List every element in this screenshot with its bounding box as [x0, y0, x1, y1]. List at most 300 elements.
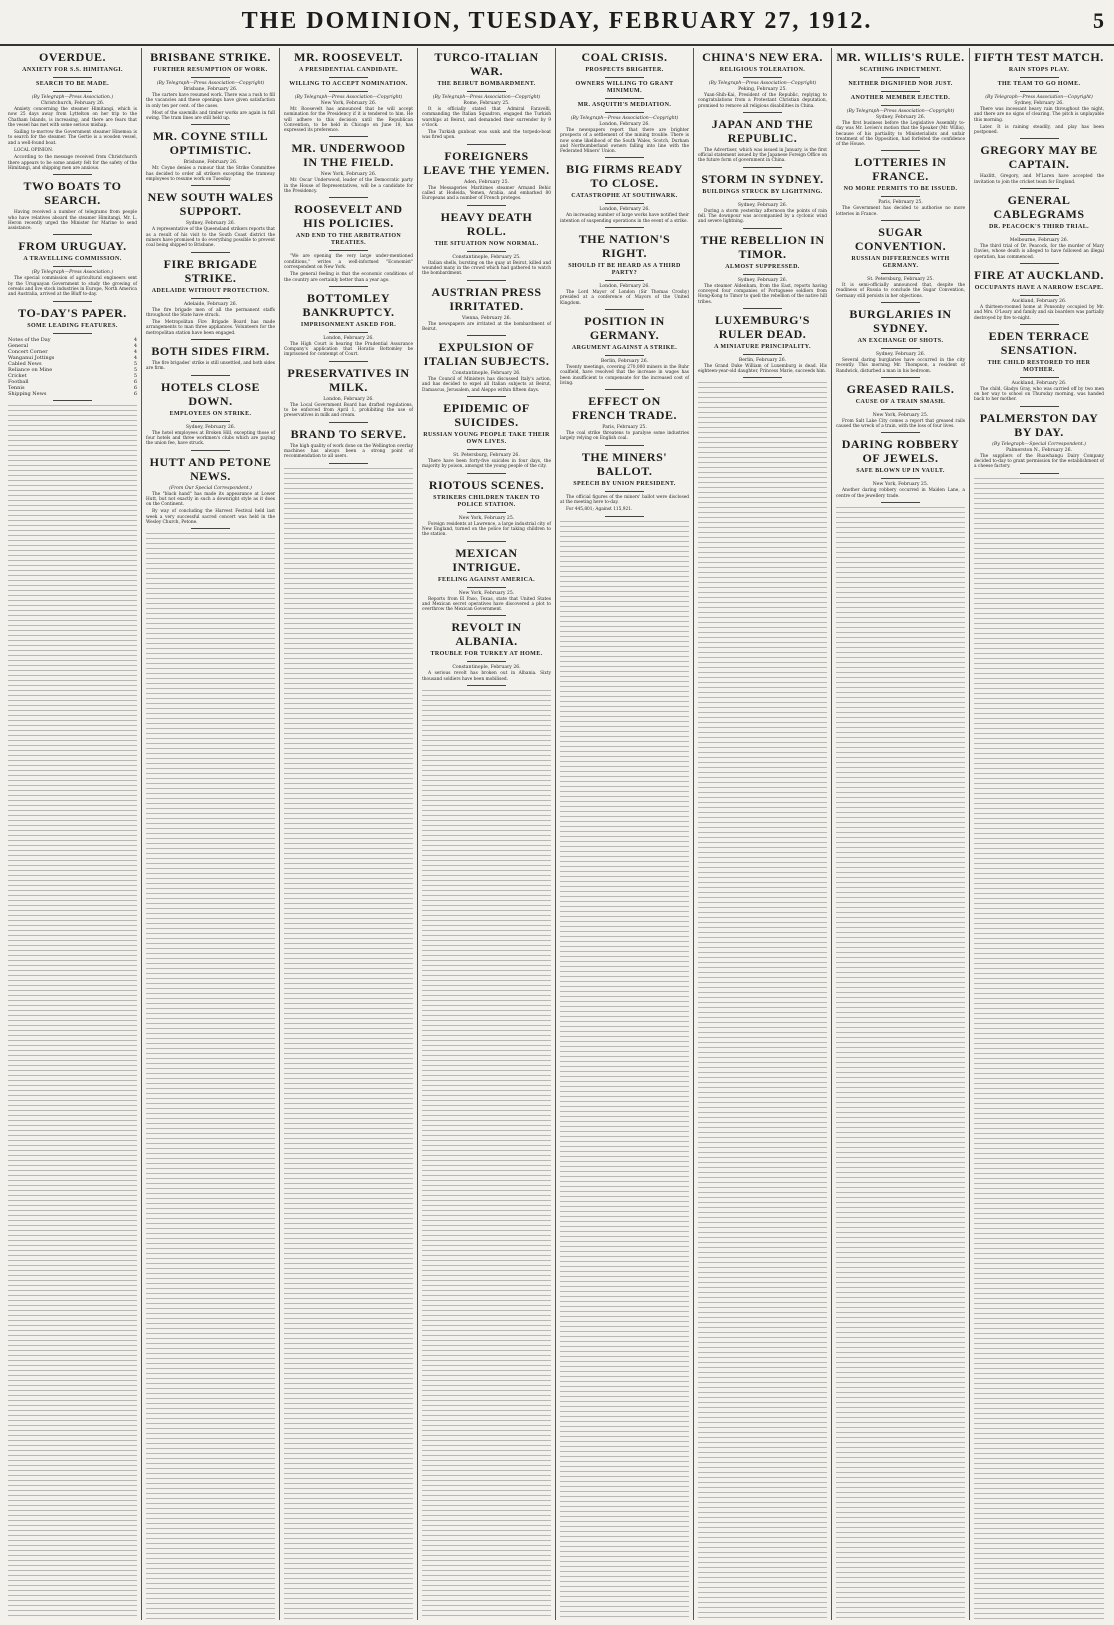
article-dateline: Sydney, February 26. [185, 221, 236, 227]
article-headline: FIFTH TEST MATCH. [974, 50, 1104, 64]
article-end-rule [467, 205, 506, 206]
divider-rule [743, 199, 782, 200]
divider-rule [881, 105, 920, 106]
divider-rule [881, 348, 920, 349]
article-dateline: New York, February 25. [872, 482, 929, 488]
masthead [0, 0, 1114, 46]
article-paragraph: The Lord Mayor of London (Sir Thomas Crosby) presided at a conference of Mayors of the United Kingdom. [560, 290, 689, 306]
article-dateline: Brisbane, February 26. [183, 87, 238, 92]
article-end-rule [743, 167, 782, 168]
article [698, 172, 827, 229]
article-body [836, 358, 965, 374]
article-dateline: Paris, February 25. [602, 425, 647, 431]
article-paragraph: There have been forty-five suicides in four days, the majority by poison, amongst the young people of the city. [422, 459, 551, 470]
article-paragraph: The Metropolitan Fire Brigade Board has made arrangements to man three appliances. Volunteers for the metropolitan station have been engaged. [146, 320, 275, 336]
article-end-rule [191, 339, 230, 340]
article-paragraph: The High Court is hearing the Prudential Assurance Company's application that Horatio Bottomley be imprisoned for contempt of Court. [284, 341, 413, 358]
article-end-rule [191, 528, 230, 529]
article-dateline: New York, February 25. [458, 590, 515, 596]
article-end-rule [191, 375, 230, 376]
article-body [560, 213, 689, 224]
article-subhead: WILLING TO ACCEPT NOMINATION. [289, 81, 408, 87]
article-headline: FOREIGNERS LEAVE THE YEMEN. [423, 148, 550, 177]
article-body [422, 186, 551, 202]
article-body [146, 361, 275, 372]
divider-rule [605, 112, 644, 113]
divider-rule [881, 77, 920, 78]
article-headline: FIRE AT AUCKLAND. [974, 267, 1104, 282]
article [974, 193, 1104, 264]
article-dateline: Auckland, February 26. [1011, 298, 1067, 304]
article-end-rule [53, 234, 92, 235]
article-credit: (From Our Special Correspondent.) [169, 485, 252, 491]
article [422, 285, 551, 337]
article-body [974, 454, 1104, 470]
article [146, 380, 275, 451]
article-body [146, 431, 275, 447]
article-body [836, 206, 965, 217]
divider-rule [467, 587, 506, 588]
article [974, 329, 1104, 407]
article [146, 190, 275, 252]
article-subhead: SEARCH TO BE MADE. [36, 81, 109, 87]
article-body [8, 276, 137, 297]
article-subhead: CATASTROPHE AT SOUTHWARK. [571, 193, 678, 200]
article-body [836, 419, 965, 430]
article-end-rule [743, 308, 782, 309]
article-paragraph: The third trial of Dr. Peacock, for the murder of Mary Davies, whose death is alleged to have followed an illegal operation, has commenced. [974, 244, 1104, 260]
contents-label: Cabled News [8, 360, 42, 367]
article-paragraph: "We are opening the very large under-mentioned conditions," writes a well-informed "Economist" correspondent on New York. [284, 254, 413, 270]
article-paragraph: Foreign residents at Lawrence, a large industrial city of New England, turned on the police for taking children to the station. [422, 521, 551, 538]
article-headline: LOTTERIES IN FRANCE. [854, 155, 947, 184]
article-subhead: THE TEAM TO GO HOME. [997, 81, 1081, 87]
article-headline: HEAVY DEATH ROLL. [440, 209, 533, 238]
article-subhead: IMPRISONMENT ASKED FOR. [300, 321, 397, 328]
article-end-rule [467, 335, 506, 336]
article-body [284, 107, 413, 133]
article-body [284, 444, 413, 460]
article-paragraph: An increasing number of large works have notified their intention of suspending operations in the event of a strike. [560, 213, 689, 224]
article-body [836, 121, 965, 147]
article-paragraph: During a storm yesterday afternoon the points of rain fell. The downpour was accompanied by a cyclonic wind and severe lightning. [698, 208, 827, 225]
article-credit: (By Telegraph—Special Correspondent.) [992, 441, 1086, 447]
article [836, 155, 965, 221]
column-text-texture [974, 478, 1104, 1620]
contents-page: 6 [133, 390, 137, 397]
contents-page: 4 [133, 348, 137, 355]
article-headline: EPIDEMIC OF SUICIDES. [443, 401, 530, 430]
article [698, 233, 827, 309]
contents-label: Tennis [8, 384, 25, 391]
divider-rule [605, 491, 644, 492]
divider-rule [1020, 295, 1059, 296]
divider-rule [881, 409, 920, 410]
article-end-rule [881, 220, 920, 221]
article-headline: MR. WILLIS'S RULE. [836, 50, 965, 64]
article-subhead: SOME LEADING FEATURES. [27, 322, 118, 329]
article [974, 411, 1104, 474]
article-paragraph: Having received a number of telegrams from people who have relatives aboard the steamer Himitangi, Mr. L. Heron recently urged the Minister for Marine to send assistance. [8, 210, 137, 232]
article [560, 450, 689, 517]
article-paragraph: The suppliers of the Ruawhangu Dairy Company decided to-day to grant permission for the establishment of a cheese factory. [974, 453, 1104, 470]
article-body [698, 364, 827, 375]
article-dateline: Berlin, February 26. [738, 357, 787, 363]
article-headline: LUXEMBURG'S RULER DEAD. [715, 312, 810, 341]
article-end-rule [605, 227, 644, 228]
article-headline: NEW SOUTH WALES SUPPORT. [147, 190, 274, 219]
article-dateline: Berlin, February 26. [600, 358, 649, 364]
article-dateline: London, February 26. [599, 207, 650, 213]
article-dateline: Constantinople, February 26. [452, 371, 521, 377]
article [836, 382, 965, 434]
article-paragraph: The first business before the Legislative Assembly to-day was Mr. Levien's motion that the Speaker (Mr. Willis), because of his partiality to Ministerialists and unfair treatment of the Opposition, had forfeited the confidence of the House. [836, 121, 965, 148]
article-headline: BIG FIRMS READY TO CLOSE. [566, 162, 683, 191]
article-paragraph: The newspapers report that there are brighter prospects of a settlement of the mining trouble. There is now some likelihood of the South Wales, Scotch, Durham and Northumberland owners falling into line with the Federated Miners' Union. [560, 128, 689, 155]
article [422, 340, 551, 397]
article-credit: (By Telegraph—Press Association—Copyright) [708, 81, 817, 86]
article-credit: (By Telegraph—Press Association—Copyright) [432, 95, 541, 100]
article-subhead: RUSSIAN YOUNG PEOPLE TAKE THEIR OWN LIVES. [423, 432, 550, 446]
article-dateline: Sydney, February 26. [875, 351, 926, 357]
contents-label: Football [8, 378, 29, 385]
article-end-rule [605, 445, 644, 446]
contents-page: 5 [133, 360, 137, 367]
article-body [284, 403, 413, 419]
article-end-rule [467, 473, 506, 474]
article-paragraph: The Turkish gunboat was sunk and the torpedo-boat was fired upon. [422, 130, 551, 141]
article-headline: FROM URUGUAY. [18, 239, 127, 254]
divider-rule [605, 98, 644, 99]
divider-rule [191, 77, 230, 78]
article-dateline: Sydney, February 26. [737, 202, 788, 208]
contents-label: Notes of the Day [8, 336, 51, 343]
article-end-rule [53, 301, 92, 302]
divider-rule [881, 196, 920, 197]
contents-label: Reliance on Mine [8, 366, 53, 373]
divider-rule [881, 91, 920, 92]
article-headline: BOTH SIDES FIRM. [151, 344, 270, 359]
article-headline: HUTT AND PETONE NEWS. [149, 454, 272, 483]
article-body [698, 148, 827, 164]
article-headline: TURCO-ITALIAN WAR. [434, 50, 539, 78]
article-end-rule [53, 400, 92, 401]
article-body [836, 283, 965, 299]
article-credit: (By Telegraph—Press Association.) [31, 95, 114, 100]
article [146, 344, 275, 376]
column-text-texture [560, 521, 689, 1620]
article [560, 162, 689, 228]
article-end-rule [329, 361, 368, 362]
article-body [8, 107, 137, 171]
divider-rule [53, 77, 92, 78]
article [422, 478, 551, 542]
article-paragraph: There was incessant heavy rain throughout the night, and there are no signs of clearing. The pitch is unplayable this morning. [974, 107, 1104, 123]
article-headline: CHINA'S NEW ERA. [702, 50, 823, 64]
article-paragraph: Mr. Oscar Underwood, leader of the Democratic party in the House of Representatives, will be a candidate for the Presidency. [284, 178, 413, 195]
contents-label: Wanganui Jottings [8, 354, 55, 361]
article [146, 129, 275, 186]
article-end-rule [467, 144, 506, 145]
article-body [560, 431, 689, 442]
column-text-texture [422, 690, 551, 1620]
article-headline: BRAND TO SERVE. [290, 426, 407, 441]
article-paragraph: The official figures of the miners' ballot were disclosed at the meeting here to-day. [560, 494, 689, 506]
article-dateline: Sydney, February 26. [185, 424, 236, 430]
article-headline: POSITION IN GERMANY. [584, 313, 665, 342]
article-subhead: ANOTHER MEMBER EJECTED. [850, 95, 951, 101]
article-headline: GREASED RAILS. [846, 381, 955, 396]
divider-rule [329, 250, 368, 251]
article-credit: (By Telegraph—Press Association—Copyright) [156, 81, 265, 86]
article [422, 546, 551, 617]
article [146, 455, 275, 530]
divider-rule [191, 421, 230, 422]
article-body [422, 522, 551, 538]
contents-page: 6 [133, 378, 137, 385]
column-text-texture [8, 405, 137, 1620]
article-headline: OVERDUE. [38, 50, 106, 64]
divider-rule [467, 91, 506, 92]
article-body [146, 166, 275, 182]
article-end-rule [329, 197, 368, 198]
contents-page: 5 [133, 366, 137, 373]
article-dateline: Vienna, February 26. [461, 315, 512, 321]
article [422, 50, 551, 145]
article [836, 225, 965, 303]
article-paragraph: By way of concluding the Harvest Festival held last week a very successful sacred concert was held in the Wesley Church, Petone. [146, 509, 275, 526]
article [698, 117, 827, 168]
article-credit: (By Telegraph—Press Association—Copyright) [294, 95, 403, 100]
article-end-rule [881, 150, 920, 151]
article-paragraph: For 445,801; Against 115,921. [566, 507, 633, 513]
article-paragraph: According to the message received from Christchurch there appears to be some anxiety felt for the safety of the Himitangi, and shipping men are anxious. [8, 155, 137, 171]
article [560, 314, 689, 390]
article-headline: BURGLARIES IN SYDNEY. [849, 306, 952, 335]
article-paragraph: LOCAL OPINION. [14, 148, 53, 154]
article-end-rule [467, 396, 506, 397]
article-body [284, 254, 413, 282]
article-paragraph: From Salt Lake City comes a report that greased rails caused the wreck of a train, with the loss of four lives. [836, 418, 965, 430]
article-headline: PALMERSTON DAY BY DAY. [979, 410, 1099, 439]
article-subhead: THE SITUATION NOW NORMAL. [434, 240, 539, 247]
article-body [422, 671, 551, 682]
article [8, 50, 137, 175]
article [974, 143, 1104, 189]
article-paragraph: Several daring burglaries have occurred in the city recently. This morning Mr. Thompson, a resident of Randwick, disturbed a man in his bedroom. [836, 357, 965, 374]
article-headline: TO-DAY'S PAPER. [18, 305, 127, 320]
article-headline: ROOSEVELT AND HIS POLICIES. [294, 202, 403, 231]
article-paragraph: The fire brigade men of all the permanent staffs throughout the State have struck. [146, 307, 275, 318]
article-paragraph: Twenty meetings, covering 270,000 miners in the Ruhr coalfield, have resolved that the increase in wages has been insufficient to compensate for the increased cost of living. [560, 364, 689, 386]
article-paragraph: A serious revolt has broken out in Albania. Sixty thousand soldiers have been mobilised. [422, 671, 551, 682]
article-end-rule [467, 615, 506, 616]
column-8 [970, 48, 1108, 1620]
article-end-rule [881, 432, 920, 433]
article-paragraph: The coal strike threatens to paralyse some industries largely relying on English coal. [560, 431, 689, 442]
article-paragraph: Anxiety concerning the steamer Himitangi, which is now 25 days away from Lyttelton on her trip to the Chatham Islands, is increasing, and there are fears that the vessel has met with some serious mishap. [8, 107, 137, 128]
article-headline: REVOLT IN ALBANIA. [451, 620, 522, 649]
article-subhead: A PRESIDENTIAL CANDIDATE. [298, 67, 399, 73]
article-paragraph: The Advertiser, which was issued in January, is the first official statement issued by the Japanese Foreign Office on the future form of government in China. [698, 147, 827, 164]
article-subhead: NO MORE PERMITS TO BE ISSUED. [843, 186, 958, 193]
article-body [422, 107, 551, 141]
contents-page: 4 [133, 336, 137, 343]
contents-page: 6 [133, 384, 137, 391]
divider-rule [329, 91, 368, 92]
article-dateline: London, February 26. [323, 335, 374, 341]
article-paragraph: The high quality of work done on the Wellington overlay machines has always been a strong point of recommendation to all users. [284, 443, 413, 460]
article-subhead: THE BEIRUT BOMBARDMENT. [437, 81, 536, 87]
article-subhead: ALMOST SUPPRESSED. [725, 263, 800, 270]
contents-row [8, 391, 137, 397]
article-dateline: New York, February 25. [872, 412, 929, 418]
divider-rule [743, 274, 782, 275]
article [698, 313, 827, 379]
divider-rule [467, 449, 506, 450]
article-end-rule [467, 280, 506, 281]
article-body [146, 492, 275, 526]
article [560, 50, 689, 158]
article-paragraph: The Grand Duke William of Luxemburg is dead. His eighteen-year-old daughter, Princess Marie, succeeds him. [698, 363, 827, 375]
article-dateline: Constantinople, February 25. [452, 254, 521, 260]
article-paragraph: A thirteen-roomed home at Ponsonby occupied by Mr. and Mrs. O'Leary and family and six boarders was partially destroyed by fire to-night. [974, 304, 1104, 321]
article-subhead: SCATHING INDICTMENT. [859, 67, 942, 73]
divider-rule [1020, 77, 1059, 78]
article-body [422, 597, 551, 613]
article [560, 232, 689, 310]
article-dateline: Melbourne, February 26. [1009, 238, 1069, 244]
article-headline: GENERAL CABLEGRAMS [993, 193, 1085, 222]
article [8, 306, 137, 401]
article-subhead: ANXIETY FOR S.S. HIMITANGI. [22, 67, 123, 73]
article-body [284, 342, 413, 358]
divider-rule [53, 333, 92, 334]
contents-label: Shipping News [8, 390, 47, 397]
article-subhead: SAFE BLOWN UP IN VAULT. [856, 468, 945, 475]
article-dateline: New York, February 25. [458, 515, 515, 521]
article-paragraph: Sailing to-morrow the Government steamer Hinemoa is to search for the steamer. The Gertie is a wooden vessel, and a well-found boat. [8, 130, 137, 146]
article-headline: THE REBELLION IN TIMOR. [700, 232, 825, 261]
article-end-rule [191, 450, 230, 451]
article-subhead: OCCUPANTS HAVE A NARROW ESCAPE. [974, 284, 1104, 291]
article-body [422, 261, 551, 277]
article-end-rule [53, 174, 92, 175]
article-headline: BOTTOMLEY BANKRUPTCY. [302, 290, 395, 319]
article-subhead: STRIKERS CHILDREN TAKEN TO POLICE STATION. [433, 494, 540, 508]
divider-rule [605, 203, 644, 204]
article-subhead: ARGUMENT AGAINST A STRIKE. [571, 344, 678, 351]
article-dateline: London, February 26. [599, 284, 650, 290]
article-subhead: A TRAVELLING COMMISSION. [23, 256, 122, 263]
article-dateline: Aden, February 25. [464, 179, 509, 185]
article-dateline: Palmerston N., February 26. [1006, 447, 1072, 453]
article-dateline: St. Petersburg, February 25. [867, 277, 934, 283]
article-subhead: DR. PEACOCK'S THIRD TRIAL. [988, 224, 1090, 231]
article [836, 50, 965, 151]
article [284, 202, 413, 286]
article-subhead: RUSSIAN DIFFERENCES WITH GERMANY. [851, 256, 950, 270]
article-end-rule [191, 124, 230, 125]
article-subhead: NEITHER DIGNIFIED NOR JUST. [848, 81, 953, 87]
article [974, 268, 1104, 325]
article-end-rule [881, 502, 920, 503]
article-dateline: Constantinople, February 26. [452, 665, 521, 671]
divider-rule [191, 298, 230, 299]
article [422, 149, 551, 206]
contents-page: 5 [133, 372, 137, 379]
article-paragraph: The Government has decided to authorise no more lotteries in France. [836, 206, 965, 217]
article-body [422, 377, 551, 393]
article-dateline: Paris, February 25. [878, 200, 923, 206]
article-subhead: OWNERS WILLING TO GRANT MINIMUM. [575, 81, 674, 94]
article-body [422, 459, 551, 470]
article [146, 50, 275, 125]
article [422, 620, 551, 686]
article-dateline: Brisbane, February 26. [183, 160, 238, 166]
article-end-rule [605, 389, 644, 390]
divider-rule [329, 332, 368, 333]
article-headline: MEXICAN INTRIGUE. [452, 545, 521, 574]
divider-rule [467, 512, 506, 513]
article-headline: STORM IN SYDNEY. [701, 171, 824, 186]
article [560, 394, 689, 446]
article-paragraph: The hotel employees at Broken Hill, excepting those of four hotels and three workmen's clubs which are paying the union fee, have struck. [146, 430, 275, 447]
article-subhead: PROSPECTS BRIGHTER. [585, 67, 664, 73]
divider-rule [743, 354, 782, 355]
divider-rule [467, 661, 506, 662]
article-subhead: BUILDINGS STRUCK BY LIGHTNING. [702, 188, 823, 195]
divider-rule [605, 355, 644, 356]
article [284, 366, 413, 423]
article-headline: MR. COYNE STILL OPTIMISTIC. [152, 129, 269, 158]
article-credit: (By Telegraph—Press Association.) [31, 270, 114, 276]
article-end-rule [1020, 406, 1059, 407]
article-headline: EDEN TERRACE SENSATION. [988, 328, 1090, 357]
article-paragraph: It is semi-officially announced that, despite the readiness of Russia to conclude the Sugar Convention, Germany still persists in her objections. [836, 283, 965, 299]
article-body [284, 178, 413, 194]
article-headline: JAPAN AND THE REPUBLIC. [711, 116, 814, 145]
article-paragraph: Mr. Coyne denies a rumour that the Strike Committee has decided to order all strikers excepting the tramway employees to resume work on Tuesday. [146, 166, 275, 183]
article-end-rule [1020, 263, 1059, 264]
article-headline: SUGAR CONVENTION. [854, 225, 947, 254]
article-paragraph: A representative of the Queensland strikers reports that as a result of his visit to the South Coast district the miners have promised to do everything possible to prevent coal being shipped to Brisbane. [146, 227, 275, 249]
article-end-rule [329, 463, 368, 464]
newspaper-columns [4, 48, 1110, 1620]
article-body [974, 107, 1104, 135]
article-headline: AUSTRIAN PRESS IRRITATED. [431, 284, 542, 313]
article [146, 257, 275, 340]
article [284, 50, 413, 137]
contents-label: General [8, 342, 29, 349]
article-end-rule [605, 157, 644, 158]
article-end-rule [329, 422, 368, 423]
article-body [146, 93, 275, 121]
column-text-texture [284, 468, 413, 1620]
article-end-rule [191, 252, 230, 253]
divider-rule [53, 266, 92, 267]
article-headline: COAL CRISIS. [581, 50, 668, 64]
article [422, 401, 551, 474]
article-end-rule [467, 685, 506, 686]
article-body [560, 128, 689, 154]
column-5 [556, 48, 694, 1620]
column-2 [142, 48, 280, 1620]
article [8, 239, 137, 301]
article-dateline: Rome, February 25. [463, 101, 510, 106]
article-paragraph: The newspapers are irritated at the bombardment of Beirut. [422, 321, 551, 332]
contents-page: 4 [133, 354, 137, 361]
